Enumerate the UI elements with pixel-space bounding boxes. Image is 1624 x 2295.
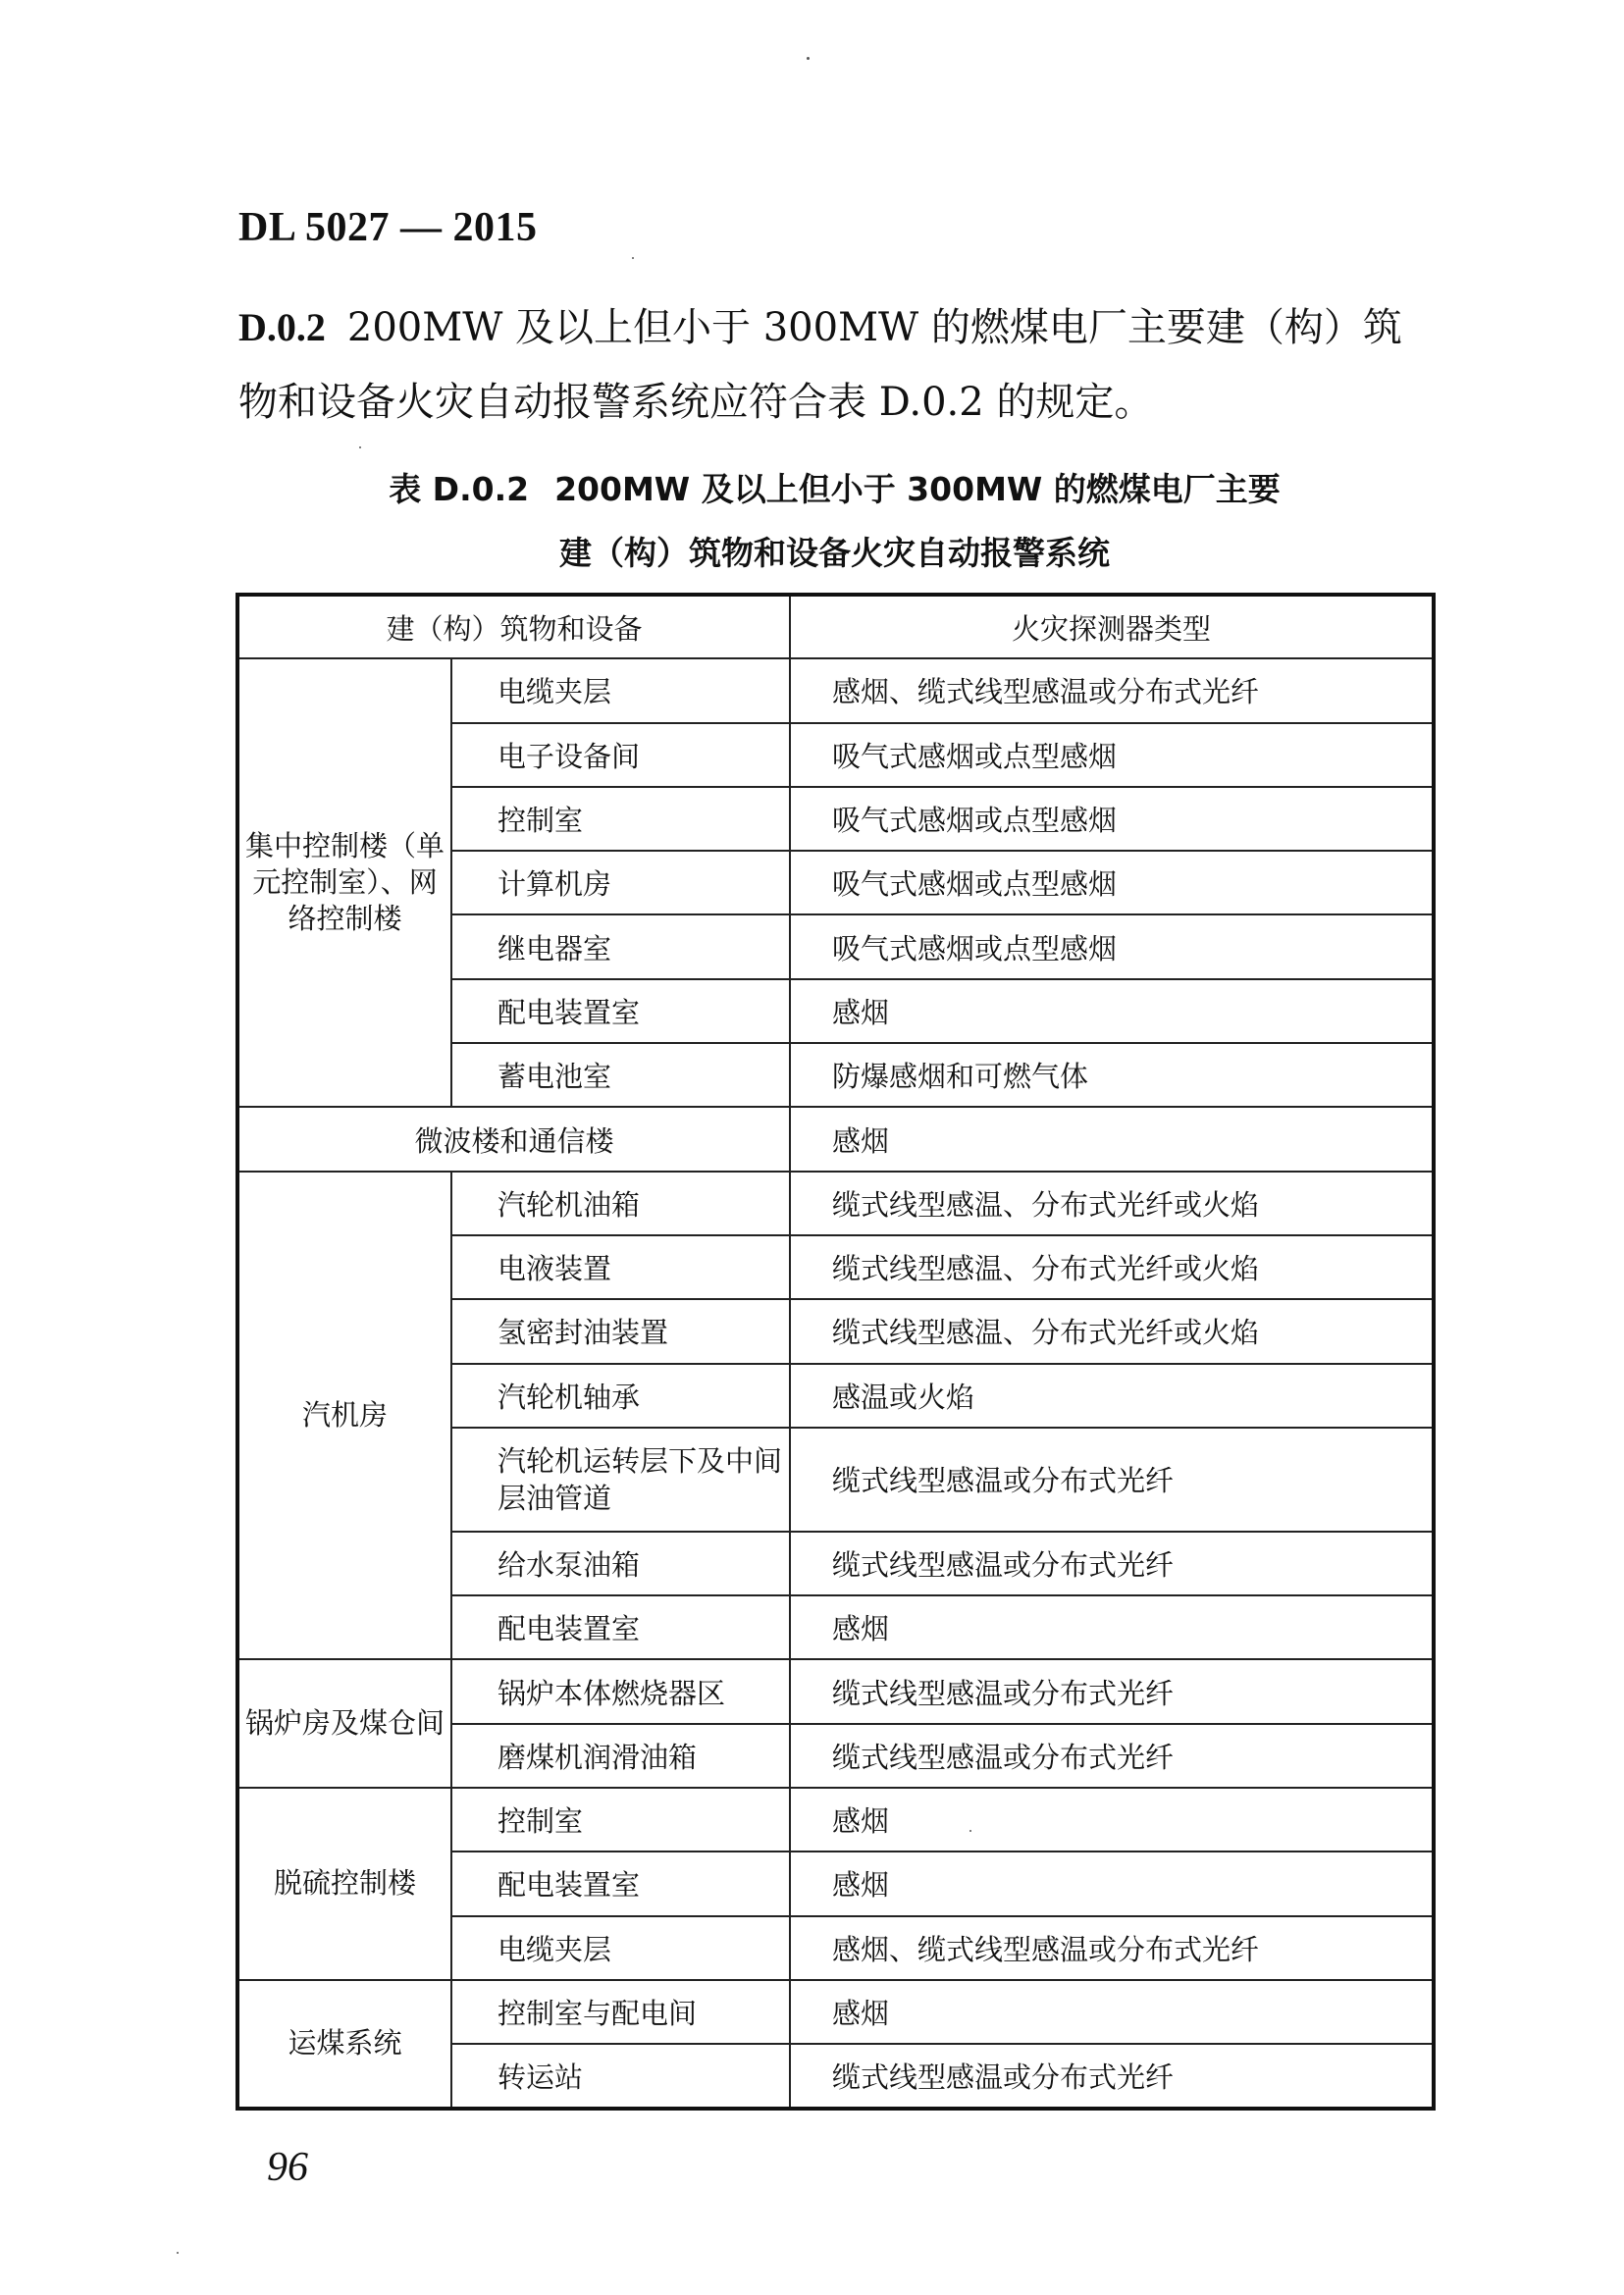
item-cell: 给水泵油箱 bbox=[451, 1532, 790, 1595]
group-name: 汽机房 bbox=[237, 1172, 451, 1660]
item-cell: 控制室与配电间 bbox=[451, 1980, 790, 2044]
table-header-row bbox=[237, 595, 1434, 658]
header-detector: 火灾探测器类型 bbox=[790, 595, 1434, 658]
scan-speck bbox=[359, 446, 361, 448]
detector-cell: 缆式线型感温或分布式光纤 bbox=[790, 1532, 1434, 1595]
item-cell: 汽轮机油箱 bbox=[451, 1172, 790, 1235]
detector-cell: 感烟 bbox=[790, 1788, 1434, 1852]
item-cell: 汽轮机轴承 bbox=[451, 1364, 790, 1428]
scan-speck bbox=[177, 2252, 179, 2254]
item-cell: 蓄电池室 bbox=[451, 1043, 790, 1107]
detector-cell: 吸气式感烟或点型感烟 bbox=[790, 914, 1434, 978]
detector-cell: 缆式线型感温、分布式光纤或火焰 bbox=[790, 1172, 1434, 1235]
item-cell: 配电装置室 bbox=[451, 979, 790, 1043]
table-row bbox=[237, 1788, 1434, 1852]
detector-cell: 感烟 bbox=[790, 1595, 1434, 1659]
group-name: 锅炉房及煤仓间 bbox=[237, 1659, 451, 1788]
group-name: 集中控制楼（单元控制室）、网络控制楼 bbox=[237, 658, 451, 1107]
item-cell: 磨煤机润滑油箱 bbox=[451, 1724, 790, 1788]
fire-alarm-table bbox=[236, 593, 1436, 2111]
table-row bbox=[237, 1107, 1434, 1171]
table-row bbox=[237, 1980, 1434, 2044]
detector-cell: 防爆感烟和可燃气体 bbox=[790, 1043, 1434, 1107]
clause-paragraph bbox=[238, 290, 1431, 440]
document-code: DL 5027 — 2015 bbox=[238, 205, 538, 250]
item-cell: 计算机房 bbox=[451, 851, 790, 914]
table-title-text-1: 200MW 及以上但小于 300MW 的燃煤电厂主要 bbox=[554, 470, 1281, 508]
item-cell: 电缆夹层 bbox=[451, 1916, 790, 1980]
detector-cell: 缆式线型感温或分布式光纤 bbox=[790, 2044, 1434, 2108]
group-name: 运煤系统 bbox=[237, 1980, 451, 2109]
item-cell: 继电器室 bbox=[451, 914, 790, 978]
detector-cell: 感烟、缆式线型感温或分布式光纤 bbox=[790, 658, 1434, 722]
item-cell: 控制室 bbox=[451, 1788, 790, 1852]
item-cell: 氢密封油装置 bbox=[451, 1299, 790, 1363]
clause-number: D.0.2 bbox=[238, 305, 326, 349]
detector-cell: 感烟 bbox=[790, 979, 1434, 1043]
table-label: 表 D.0.2 bbox=[389, 470, 530, 508]
item-text: 汽轮机运转层下及中间层油管道 bbox=[498, 1443, 783, 1515]
item-cell: 电液装置 bbox=[451, 1235, 790, 1299]
detector-cell: 缆式线型感温或分布式光纤 bbox=[790, 1428, 1434, 1532]
table-row bbox=[237, 1172, 1434, 1235]
scan-speck bbox=[632, 257, 634, 259]
item-cell: 配电装置室 bbox=[451, 1852, 790, 1915]
detector-cell: 缆式线型感温或分布式光纤 bbox=[790, 1659, 1434, 1723]
header-building: 建（构）筑物和设备 bbox=[237, 595, 790, 658]
detector-cell: 感烟 bbox=[790, 1980, 1434, 2044]
item-cell: 锅炉本体燃烧器区 bbox=[451, 1659, 790, 1723]
item-cell: 控制室 bbox=[451, 787, 790, 851]
clause-text: 200MW 及以上但小于 300MW 的燃煤电厂主要建（构）筑物和设备火灾自动报警系统应符合表 D.0.2 的规定。 bbox=[238, 305, 1402, 425]
scan-speck bbox=[807, 57, 810, 60]
detector-cell: 感烟 bbox=[790, 1852, 1434, 1915]
detector-cell: 缆式线型感温、分布式光纤或火焰 bbox=[790, 1299, 1434, 1363]
item-cell: 电子设备间 bbox=[451, 723, 790, 787]
detector-cell: 感烟 bbox=[790, 1107, 1434, 1171]
table-title-line2: 建（构）筑物和设备火灾自动报警系统 bbox=[559, 534, 1110, 572]
detector-cell: 吸气式感烟或点型感烟 bbox=[790, 851, 1434, 914]
detector-cell: 吸气式感烟或点型感烟 bbox=[790, 787, 1434, 851]
item-cell: 转运站 bbox=[451, 2044, 790, 2108]
item-cell: 配电装置室 bbox=[451, 1595, 790, 1659]
table-title-line1 bbox=[238, 464, 1431, 510]
table-row bbox=[237, 658, 1434, 722]
page-number: 96 bbox=[267, 2145, 308, 2190]
table-row bbox=[237, 1659, 1434, 1723]
group-name: 脱硫控制楼 bbox=[237, 1788, 451, 1980]
detector-cell: 吸气式感烟或点型感烟 bbox=[790, 723, 1434, 787]
detector-cell: 缆式线型感温或分布式光纤 bbox=[790, 1724, 1434, 1788]
detector-cell: 感烟、缆式线型感温或分布式光纤 bbox=[790, 1916, 1434, 1980]
item-cell bbox=[451, 1428, 790, 1532]
item-cell: 电缆夹层 bbox=[451, 658, 790, 722]
detector-cell: 感温或火焰 bbox=[790, 1364, 1434, 1428]
group-name: 微波楼和通信楼 bbox=[237, 1107, 790, 1171]
detector-cell: 缆式线型感温、分布式光纤或火焰 bbox=[790, 1235, 1434, 1299]
